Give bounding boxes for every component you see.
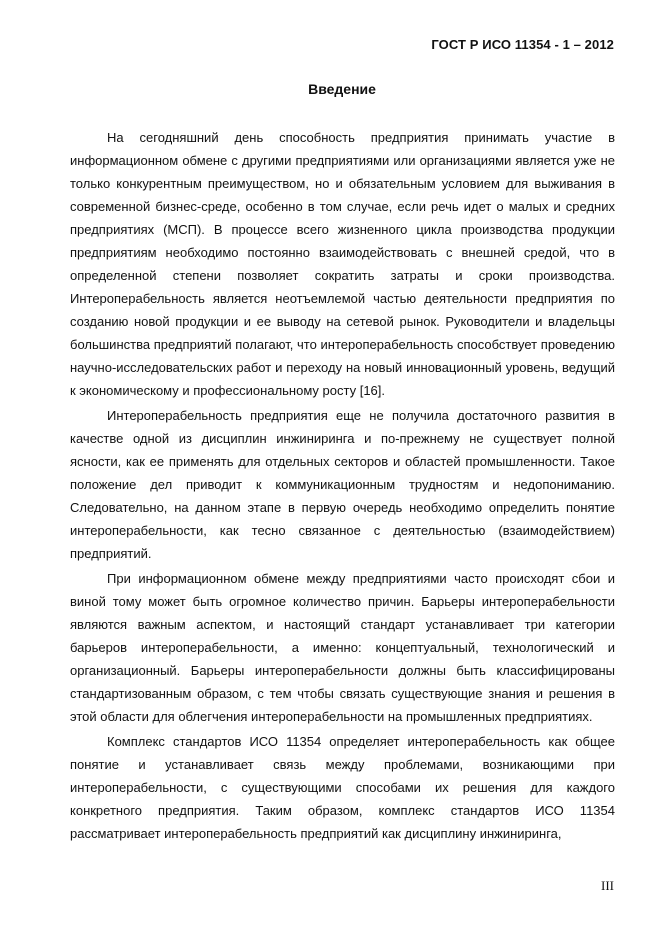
section-title: Введение — [308, 81, 376, 97]
paragraph-4: Комплекс стандартов ИСО 11354 определяет интероперабельность как общее понятие и устанавливает связь между проблемами, возникающими при интероперабельности, с существующими способами их решения для каждого конкретного предприятия. Таким образом, комплекс стандартов ИСО 11354 рассматривает интероперабельность предприятий как дисциплину инжиниринга, — [70, 734, 615, 841]
page-number: III — [601, 878, 614, 893]
document-header: ГОСТ Р ИСО 11354 - 1 – 2012 — [431, 37, 614, 52]
paragraph-1: На сегодняшний день способность предприятия принимать участие в информационном обмене с другими предприятиями или организациями является уже не только конкурентным преимуществом, но и обязательным условием для выживания в современной бизнес-среде, особенно в том случае, если речь идет о малых и средних предприятиях (МСП). В процессе всего жизненного цикла производства продукции предприятиям необходимо постоянно взаимодействовать с внешней средой, что в определенной степени позволяет сократить затраты и сроки производства. Интероперабельность является неотъемлемой частью деятельности предприятия по созданию новой продукции и ее выводу на сетевой рынок. Руководители и владельцы большинства предприятий полагают, что интероперабельность способствует проведению научно-исследовательских работ и переходу на новый инновационный уровень, ведущий к экономическому и профессиональному росту [16]. — [70, 130, 615, 398]
document-body — [70, 126, 615, 845]
paragraph-2: Интероперабельность предприятия еще не получила достаточного развития в качестве одной из дисциплин инжиниринга и по-прежнему не существует полной ясности, как ее применять для отдельных секторов и областей промышленности. Такое положение дел приводит к коммуникационным трудностям и недопониманию. Следовательно, на данном этапе в первую очередь необходимо определить понятие интероперабельности, как тесно связанное с деятельностью (взаимодействием) предприятий. — [70, 408, 615, 561]
paragraph-3: При информационном обмене между предприятиями часто происходят сбои и виной тому может быть огромное количество причин. Барьеры интероперабельности являются важным аспектом, и настоящий стандарт устанавливает три категории барьеров интероперабельности, а именно: концептуальный, технологический и организационный. Барьеры интероперабельности должны быть классифицированы стандартизованным образом, с тем чтобы связать существующие знания и решения в этой области для облегчения интероперабельности на промышленных предприятиях. — [70, 571, 615, 724]
